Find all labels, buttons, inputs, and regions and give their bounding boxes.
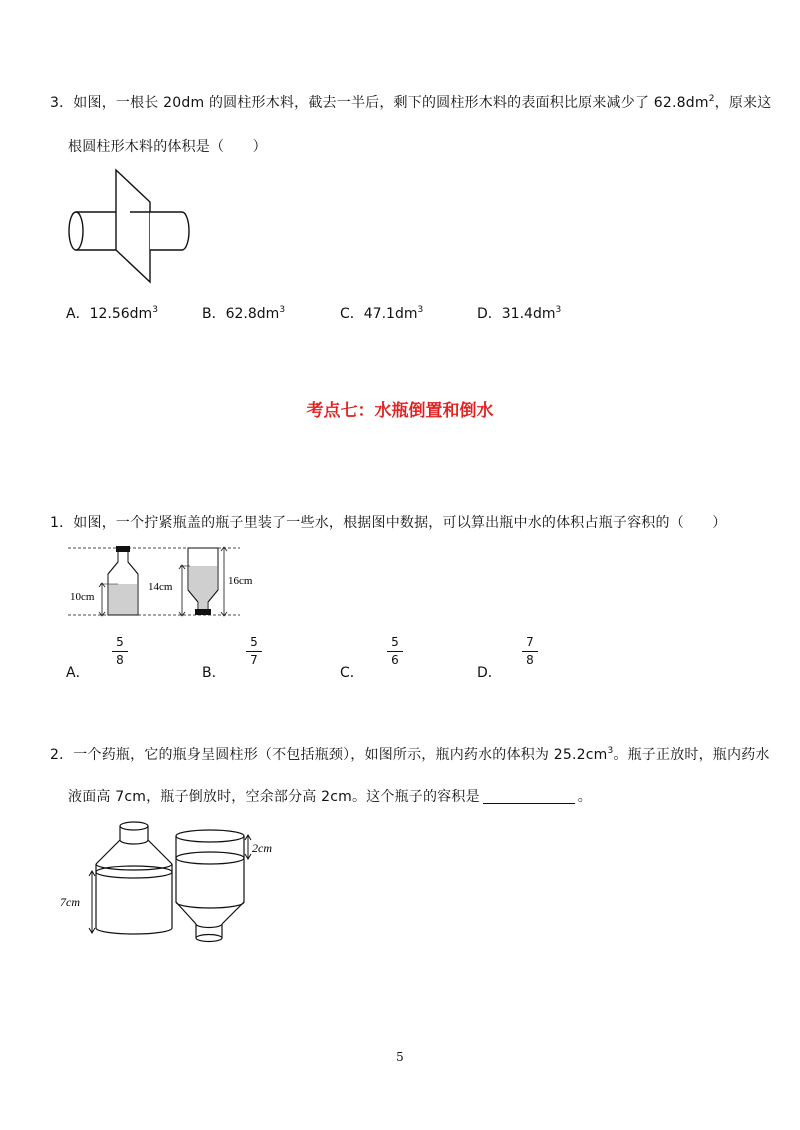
q1-label-10cm: 10cm xyxy=(70,591,95,603)
q1-option-b-fraction: 5 7 xyxy=(246,636,262,667)
q1-option-b-label[interactable]: B． xyxy=(202,665,226,681)
q3-text-line2: 根圆柱形木料的体积是（ ） xyxy=(68,139,267,155)
q2-label-7cm: 7cm xyxy=(60,895,80,909)
q2-text-line2: 液面高 7cm，瓶子倒放时，空余部分高 2cm。这个瓶子的容积是 。 xyxy=(68,789,592,805)
q3-cylinder-figure xyxy=(60,168,200,284)
q3-option-b[interactable]: B．$62.8dm^3$ xyxy=(202,305,286,322)
q1-bottles-figure xyxy=(40,540,280,622)
q1-option-c-fraction: 5 6 xyxy=(387,636,403,667)
q3-option-a[interactable]: A．$12.56dm^3$ xyxy=(66,305,158,322)
q1-option-d-fraction: 7 8 xyxy=(522,636,538,667)
q1-label-14cm: 14cm xyxy=(148,581,173,593)
q1-option-c-label[interactable]: C． xyxy=(340,665,364,681)
q1-option-a-fraction: 5 8 xyxy=(112,636,128,667)
q1-option-d-label[interactable]: D． xyxy=(477,665,502,681)
q1-label-16cm: 16cm xyxy=(228,575,253,587)
q2-label-2cm: 2cm xyxy=(252,841,272,855)
q2-text-line1: 2．一个药瓶，它的瓶身呈圆柱形（不包括瓶颈），如图所示，瓶内药水的体积为 $25.2cm^3$。瓶子正放时，瓶内药水 xyxy=(50,746,770,763)
q3-option-d[interactable]: D．$31.4dm^3$ xyxy=(477,305,562,322)
section-heading: 考点七：水瓶倒置和倒水 xyxy=(306,401,494,421)
q3-option-c[interactable]: C．$47.1dm^3$ xyxy=(340,305,424,322)
q1-text: 1．如图，一个拧紧瓶盖的瓶子里装了一些水，根据图中数据，可以算出瓶中水的体积占瓶子容积的（ ） xyxy=(50,515,727,531)
q2-answer-blank[interactable] xyxy=(483,789,575,804)
page-number: 5 xyxy=(396,1050,404,1064)
q2-bottles-figure xyxy=(60,816,300,950)
q3-text-line1: 3．如图，一根长 20dm 的圆柱形木料，截去一半后，剩下的圆柱形木料的表面积比原来减少了 $62.8dm^2$，原来这 xyxy=(50,94,772,111)
q1-option-a-label[interactable]: A． xyxy=(66,665,90,681)
